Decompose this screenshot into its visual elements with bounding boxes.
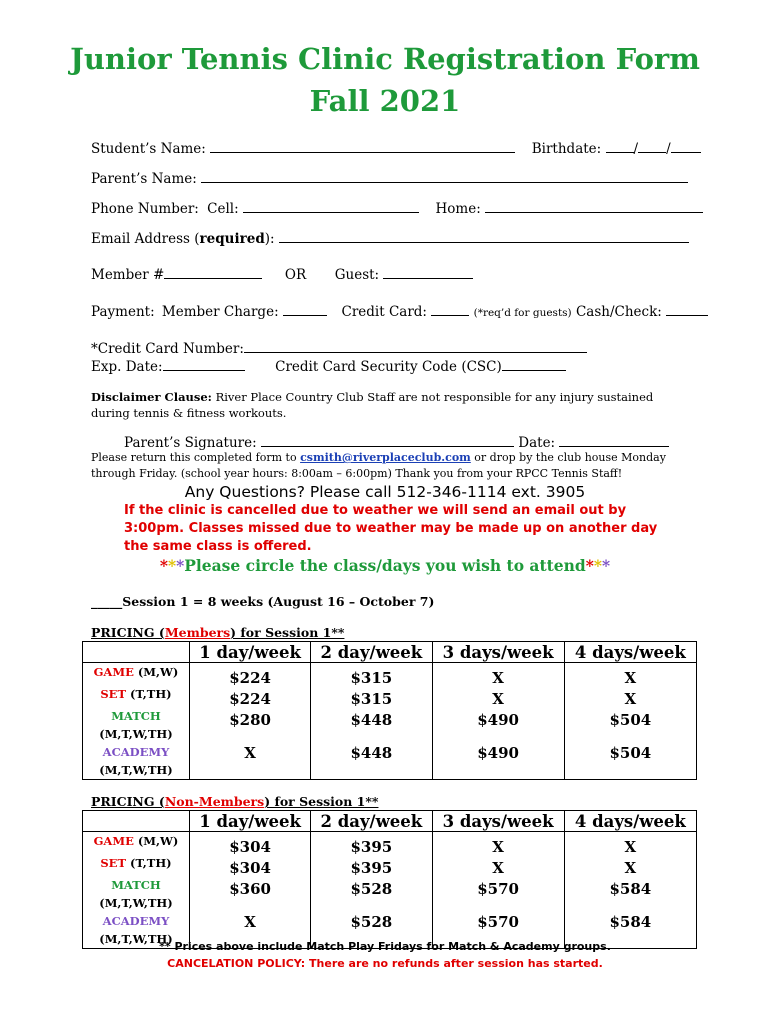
guest-label: Guest: [334,267,380,283]
student-name-row: Student’s Name: Birthdate: / / [91,139,701,157]
form-title: Junior Tennis Clinic Registration Form [70,42,700,76]
price-column: $304 $304 $360 X [190,832,311,949]
cc-number-label: *Credit Card Number: [91,341,244,357]
price-column: $315 $315 $448 $448 [311,663,432,780]
student-name-label: Student’s Name: [91,141,206,157]
phone-label: Phone Number: [91,201,199,217]
circle-text: Please circle the class/days you wish to attend [184,556,586,575]
email-field[interactable] [279,229,689,243]
payment-label: Payment: [91,304,155,320]
prices-note: ** Prices above include Match Play Fridays for Match & Academy groups. [159,940,611,953]
or-label: OR [284,267,307,283]
exp-row [91,357,566,375]
email-label: Email Address ( [91,231,200,247]
parent-name-field[interactable] [201,169,688,183]
credit-card-field[interactable] [431,302,469,316]
class-labels: GAME (M,W) SET (T,TH) MATCH (M,T,W,TH) ACADEMY (M,T,W,TH) [83,663,190,780]
csc-label: Credit Card Security Code (CSC) [275,359,502,375]
cc-number-row [91,339,587,357]
member-label: Member # [91,267,165,283]
table-header-row [83,642,697,663]
signature-row [124,433,669,451]
signature-label: Parent’s Signature: [124,435,257,451]
session-line: _____Session 1 = 8 weeks (August 16 – October 7) [91,594,435,609]
disclaimer-text: River Place Country Club Staff are not responsible for any injury sustained during tennis & fitness workouts. [91,390,654,420]
price-column: X X $584 $584 [564,832,696,949]
csc-field[interactable] [502,357,566,371]
price-column: $224 $224 $280 X [190,663,311,780]
birthdate-label: Birthdate: [531,141,602,157]
birth-year-field[interactable] [671,139,701,153]
return-post: or drop by the club house Monday through Friday. (school year hours: 8:00am – 6:00pm) Thank you from your RPCC Tennis Staff! [91,451,666,480]
exp-date-field[interactable] [163,357,245,371]
return-pre: Please return this completed form to [91,451,301,464]
column-header: 4 days/week [564,642,696,663]
parent-name-row [91,169,688,187]
weather-notice: If the clinic is cancelled due to weather we will send an email out by 3:00pm. Classes missed due to weather may be made up on another day the same class is offered. [124,503,658,554]
disclaimer [91,389,691,421]
members-pricing-label: PRICING (Members) for Session 1** [91,625,345,640]
column-header: 1 day/week [190,642,311,663]
sig-date-field[interactable] [559,433,669,447]
payment-row [91,302,708,320]
table-header-row [83,811,697,832]
price-column: X X $570 $570 [432,832,564,949]
nonmembers-pricing-label: PRICING (Non-Members) for Session 1** [91,794,379,809]
exp-date-label: Exp. Date: [91,359,163,375]
email-link[interactable]: csmith@riverplaceclub.com [300,451,471,464]
table-body-row [83,832,697,949]
column-header: 1 day/week [190,811,311,832]
column-header: 2 day/week [311,811,432,832]
member-row [91,265,473,283]
questions-line: Any Questions? Please call 512-346-1114 ext. 3905 [184,483,586,501]
student-name-field[interactable] [210,139,515,153]
member-charge-label: Member Charge: [161,304,279,320]
email-row [91,229,689,247]
member-charge-field[interactable] [283,302,327,316]
cell-label: Cell: [207,201,239,217]
circle-instructions: ***Please circle the class/days you wish to attend*** [159,556,611,575]
class-labels: GAME (M,W) SET (T,TH) MATCH (M,T,W,TH) ACADEMY (M,T,W,TH) [83,832,190,949]
price-column: $395 $395 $528 $528 [311,832,432,949]
birth-month-field[interactable] [606,139,634,153]
price-column: X X $504 $504 [564,663,696,780]
member-field[interactable] [164,265,262,279]
email-required: required [199,231,265,247]
table-body-row [83,663,697,780]
column-header: 4 days/week [564,811,696,832]
nonmembers-pricing-table [82,810,697,949]
cash-check-field[interactable] [666,302,708,316]
phone-row [91,199,703,217]
column-header: 2 day/week [311,642,432,663]
birth-day-field[interactable] [638,139,666,153]
cc-number-field[interactable] [244,339,587,353]
home-field[interactable] [485,199,703,213]
cell-field[interactable] [243,199,419,213]
guest-field[interactable] [383,265,473,279]
email-label-end: ): [264,231,275,247]
price-column: X X $490 $490 [432,663,564,780]
home-label: Home: [435,201,481,217]
signature-field[interactable] [261,433,514,447]
credit-card-label: Credit Card: [341,304,427,320]
reqd-note: (*req’d for guests) [473,307,572,319]
disclaimer-label: Disclaimer Clause: [91,390,212,404]
parent-name-label: Parent’s Name: [91,171,197,187]
members-pricing-table [82,641,697,780]
column-header: 3 days/week [432,642,564,663]
sig-date-label: Date: [518,435,556,451]
cancelation-policy: CANCELATION POLICY: There are no refunds after session has started. [167,957,603,970]
cash-check-label: Cash/Check: [575,304,662,320]
column-header: 3 days/week [432,811,564,832]
return-instructions [91,450,691,482]
form-subtitle: Fall 2021 [309,84,461,118]
